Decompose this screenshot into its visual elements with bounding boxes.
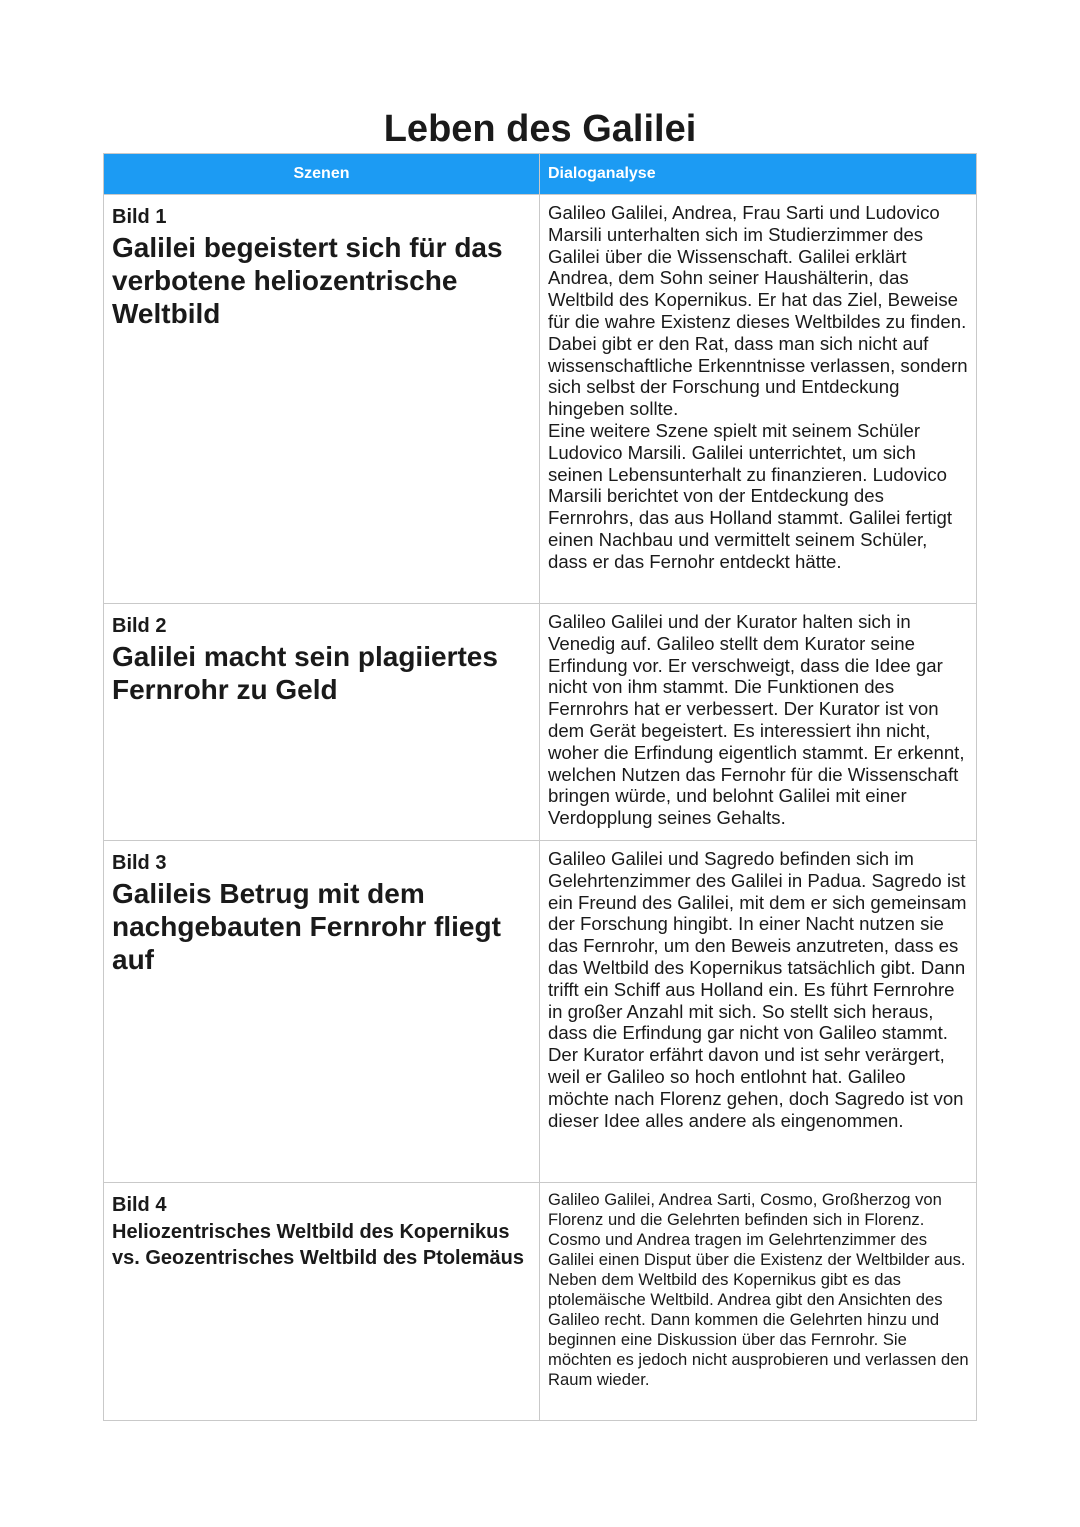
scene-title: Galileis Betrug mit dem nachgebauten Fernrohr fliegt auf [112,878,501,975]
scene-number: Bild 3 [112,852,167,874]
table-row [104,604,977,841]
scenes-table [103,153,977,1421]
scene-title: Heliozentrisches Weltbild des Kopernikus vs. Geozentrisches Weltbild des Ptolemäus [112,1221,524,1269]
scene-number: Bild 1 [112,206,167,228]
table-row [104,1183,977,1421]
analysis-cell [540,1183,977,1421]
scene-cell [104,1183,540,1421]
column-header-dialogue-analysis: Dialoganalyse [540,154,977,195]
analysis-paragraph: Galileo Galilei, Andrea, Frau Sarti und Ludovico Marsili unterhalten sich im Studierzimmer des Galilei über die Wissenschaft. Galilei erklärt Andrea, dem Sohn seiner Haushälterin, das Weltbild des Kopernikus. Er hat das Ziel, Beweise für die wahre Existenz dieses Weltbildes zu finden. Dabei gibt er den Rat, dass man sich nicht auf wissenschaftliche Erkenntnisse verlassen, sondern sich selbst der Forschung und Entdeckung hingeben sollte. [548,202,968,420]
scene-cell [104,604,540,841]
table-row [104,195,977,604]
scene-number: Bild 4 [112,1194,167,1216]
analysis-cell [540,604,977,841]
table-row [104,841,977,1183]
scene-title: Galilei macht sein plagiiertes Fernrohr zu Geld [112,641,498,705]
table-header-row [104,154,977,195]
scene-title: Galilei begeistert sich für das verbotene heliozentrische Weltbild [112,232,503,329]
analysis-paragraph: Galileo Galilei und der Kurator halten sich in Venedig auf. Galileo stellt dem Kurator seine Erfindung vor. Er verschweigt, dass die Idee gar nicht von ihm stammt. Die Funktionen des Fernrohrs hat er verbessert. Der Kurator ist von dem Gerät begeistert. Es interessiert ihn nicht, woher die Erfindung eigentlich stammt. Er erkennt, welchen Nutzen das Fernohr für die Wissenschaft bringen würde, und belohnt Galilei mit einer Verdopplung seines Gehalts. [548,611,965,829]
analysis-paragraph: Galileo Galilei, Andrea Sarti, Cosmo, Großherzog von Florenz und die Gelehrten befinden sich in Florenz. Cosmo und Andrea tragen im Gelehrtenzimmer des Galilei einen Disput über die Existenz der Weltbilder aus. Neben dem Weltbild des Kopernikus gibt es das ptolemäische Weltbild. Andrea gibt den Ansichten des Galileo recht. Dann kommen die Gelehrten hinzu und beginnen eine Diskussion über das Fernrohr. Sie möchten es jedoch nicht ausprobieren und verlassen den Raum wieder. [548,1190,969,1389]
scene-cell [104,195,540,604]
analysis-paragraph: Galileo Galilei und Sagredo befinden sich im Gelehrtenzimmer des Galilei in Padua. Sagredo ist ein Freund des Galilei, mit dem er sich gemeinsam der Forschung hingibt. In einer Nacht nutzen sie das Fernrohr, um den Beweis anzutreten, dass es das Weltbild des Kopernikus tatsächlich gibt. Dann trifft ein Schiff aus Holland ein. Es führt Fernrohre in großer Anzahl mit sich. So stellt sich heraus, dass die Erfindung gar nicht von Galileo stammt. Der Kurator erfährt davon und ist sehr verärgert, weil er Galileo so hoch entlohnt hat. Galileo möchte nach Florenz gehen, doch Sagredo ist von dieser Idee alles andere als eingenommen. [548,848,967,1131]
analysis-paragraph: Eine weitere Szene spielt mit seinem Schüler Ludovico Marsili. Galilei unterrichtet, um sich seinen Lebensunterhalt zu finanzieren. Ludovico Marsili berichtet von der Entdeckung des Fernrohrs, das aus Holland stammt. Galilei fertigt einen Nachbau und vermittelt seinem Schüler, dass er das Fernohr entdeckt hätte. [548,419,953,572]
scene-number: Bild 2 [112,615,167,637]
page-title: Leben des Galilei [383,108,697,150]
analysis-cell [540,195,977,604]
column-header-scenes: Szenen [104,154,540,195]
scene-cell [104,841,540,1183]
analysis-cell [540,841,977,1183]
